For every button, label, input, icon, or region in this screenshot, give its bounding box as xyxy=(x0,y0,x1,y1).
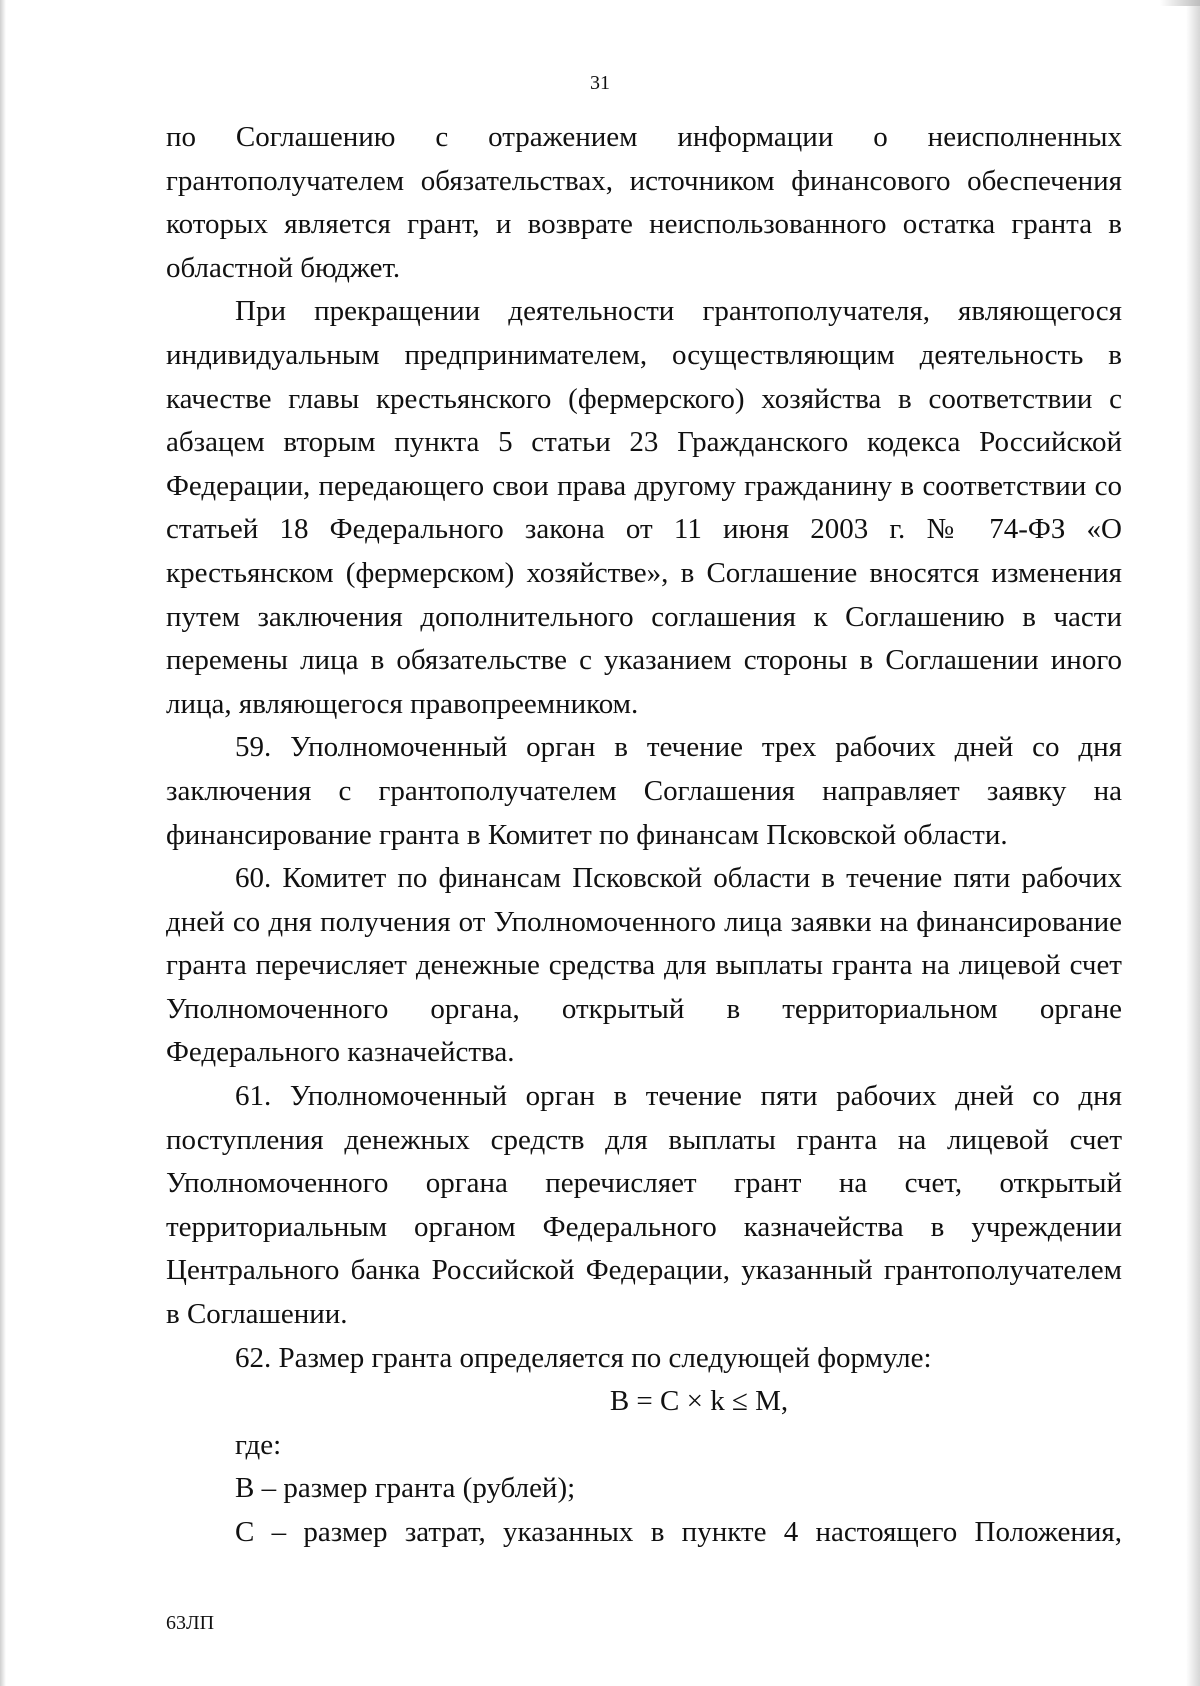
scan-corner-mark xyxy=(1160,0,1200,6)
paragraph-59: 59. Уполномоченный орган в течение трех рабочих дней со дня заключения с грантополучателем Соглашения направляет заявку на финансирование гранта в Комитет по финансам Псковской области. xyxy=(166,731,1122,851)
where-label: где: xyxy=(235,1428,282,1461)
scan-edge-left xyxy=(0,0,6,1686)
document-body xyxy=(166,116,1122,1555)
paragraph-60: 60. Комитет по финансам Псковской области в течение пяти рабочих дней со дня получения от Уполномоченного лица заявки на финансирование гранта перечисляет денежные средства для выплаты гранта на лицевой счет Уполномоченного органа, открытый в территориальном органе Федерального казначейства. xyxy=(166,862,1122,1069)
definition-c: С – размер затрат, указанных в пункте 4 настоящего Положения, xyxy=(235,1516,1122,1548)
grant-formula: В = С × k ≤ М, xyxy=(609,1385,789,1418)
paragraph-termination: При прекращении деятельности грантополучателя, являющегося индивидуальным предпринимателем, осуществляющим деятельность в качестве главы крестьянского (фермерского) хозяйства в соответствии с абзацем вторым пункта 5 статьи 23 Гражданского кодекса Российской Федерации, передающего свои права другому гражданину в соответствии со статьей 18 Федерального закона от 11 июня 2003 г. № 74-ФЗ «О крестьянском (фермерском) хозяйстве», в Соглашение вносятся изменения путем заключения дополнительного соглашения к Соглашению в части перемены лица в обязательстве с указанием стороны в Соглашении иного лица, являющегося правопреемником. xyxy=(166,295,1122,720)
definition-b: В – размер гранта (рублей); xyxy=(235,1472,576,1505)
paragraph-continuation: по Соглашению с отражением информации о неисполненных грантополучателем обязательствах, источником финансового обеспечения которых является грант, и возврате неиспользованного остатка гранта в областной бюджет. xyxy=(166,121,1122,284)
scan-edge-right xyxy=(1186,0,1200,1686)
paragraph-61: 61. Уполномоченный орган в течение пяти рабочих дней со дня поступления денежных средств для выплаты гранта на лицевой счет Уполномоченного органа перечисляет грант на счет, открытый территориальным органом Федерального казначейства в учреждении Центрального банка Российской Федерации, указанный грантополучателем в Соглашении. xyxy=(166,1080,1122,1331)
footer-document-code: 63ЛП xyxy=(166,1612,215,1634)
paragraph-62: 62. Размер гранта определяется по следующей формуле: xyxy=(235,1341,932,1374)
page-number: 31 xyxy=(590,72,610,94)
